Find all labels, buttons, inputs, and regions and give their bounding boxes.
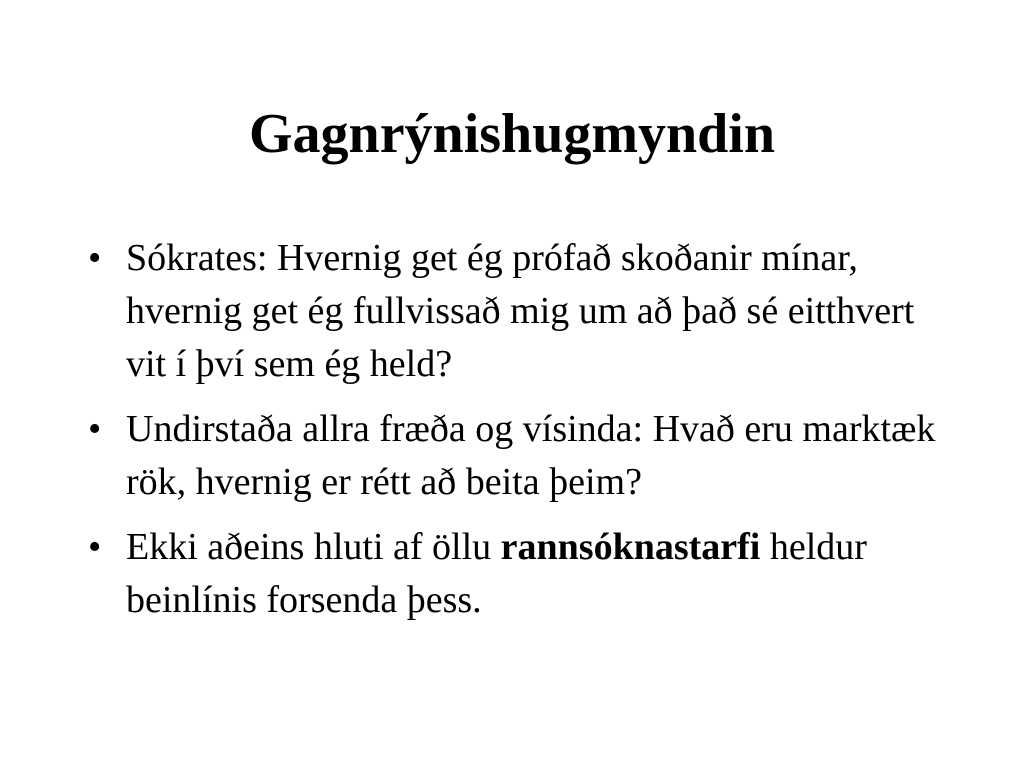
bullet-icon: • [88,526,102,568]
bullet-item-socrates [88,232,948,391]
bullet-text-bold: rannsóknastarfi [500,526,761,568]
bullet-item-foundation [88,403,948,509]
bullet-icon: • [88,408,102,450]
bullet-icon: • [88,237,102,279]
bullet-text-after: heldur beinlínis forsenda þess. [126,526,867,621]
bullet-text-before: Ekki aðeins hluti af öllu [126,526,501,568]
bullet-item-research [88,521,948,627]
bullet-text: Undirstaða allra fræða og vísinda: Hvað eru marktæk rök, hvernig er rétt að beita þeim? [126,408,936,503]
slide-title: Gagnrýnishugmyndin [249,103,775,165]
bullet-list [88,232,948,639]
bullet-text: Sókrates: Hvernig get ég prófað skoðanir mínar, hvernig get ég fullvissað mig um að það sé eitthvert vit í því sem ég held? [126,237,915,385]
